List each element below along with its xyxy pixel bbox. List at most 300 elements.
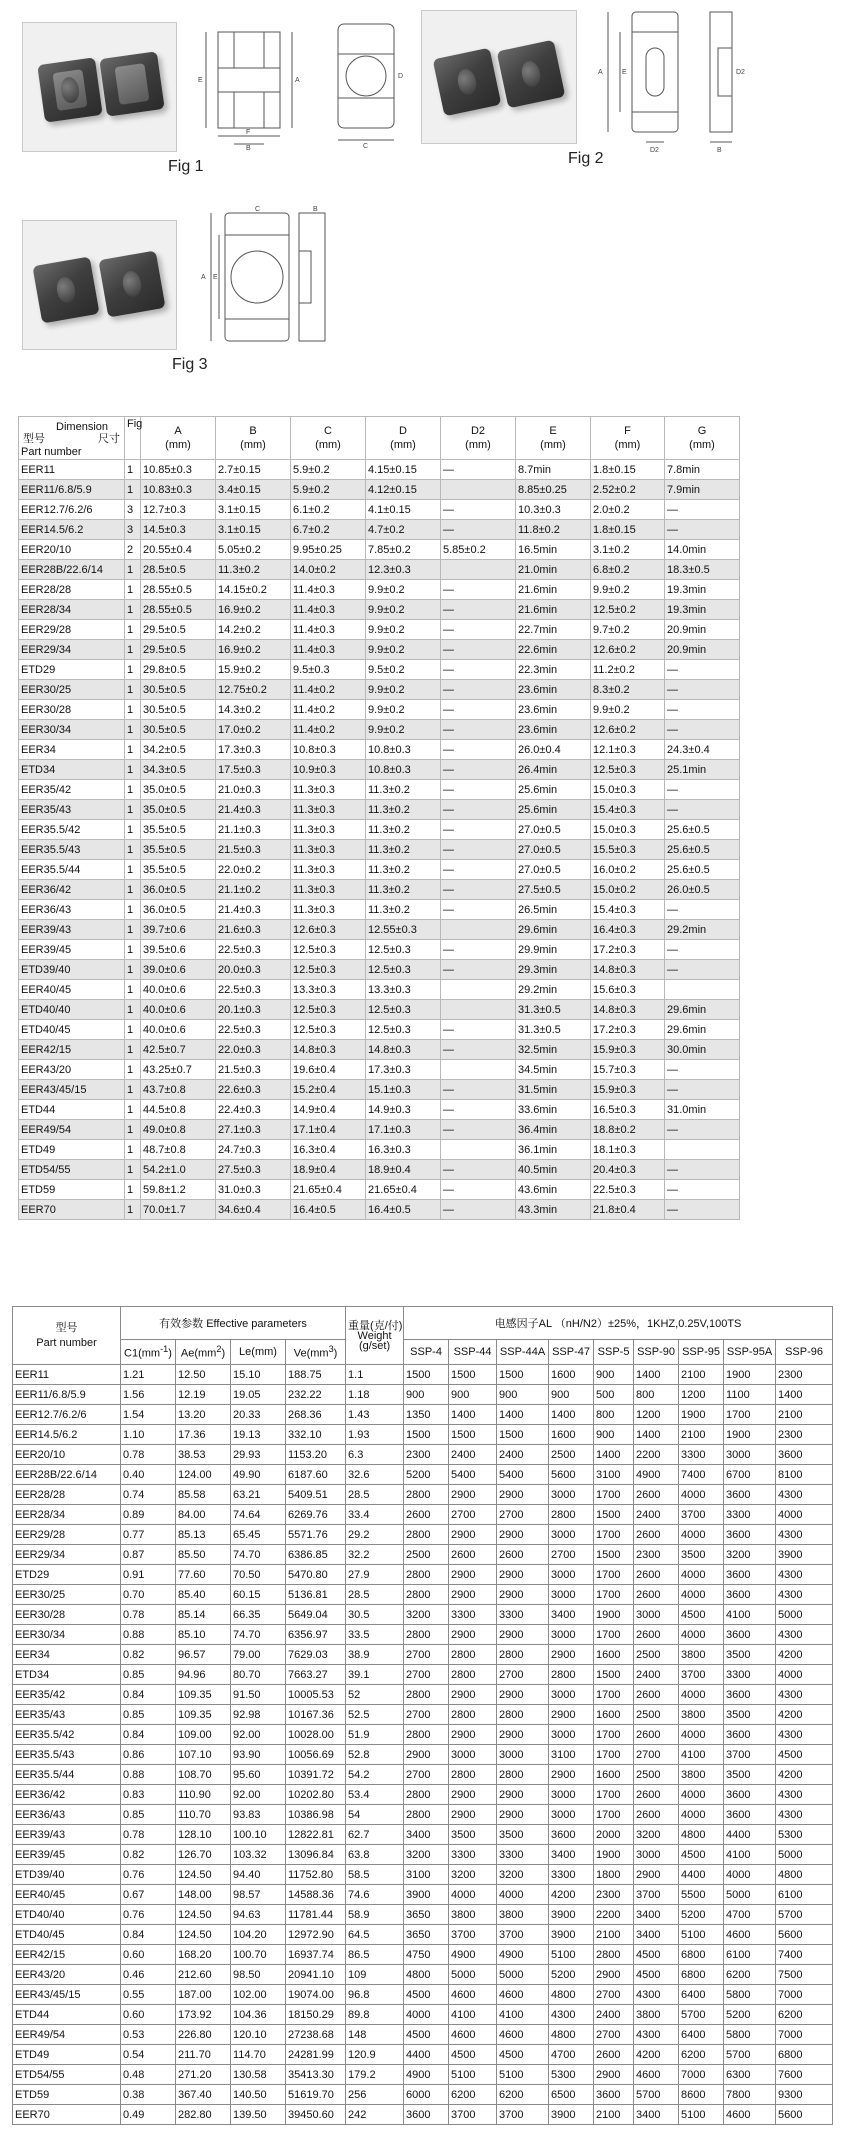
table-cell: 16.4±0.5 — [366, 1200, 441, 1220]
table-cell: 4000 — [497, 1885, 549, 1905]
table-cell: 74.70 — [231, 1545, 286, 1565]
table-cell: — — [441, 860, 516, 880]
table-cell: 80.70 — [231, 1665, 286, 1685]
table-cell: 12.6±0.2 — [591, 720, 665, 740]
table-row — [13, 1905, 833, 1925]
table-cell: 21.0min — [516, 560, 591, 580]
table-cell: 3800 — [634, 2005, 679, 2025]
table-cell: 1500 — [594, 1505, 634, 1525]
table-cell: 2500 — [549, 1445, 594, 1465]
table-cell: — — [665, 500, 740, 520]
table-cell: 0.60 — [121, 2005, 176, 2025]
table-cell: 1900 — [724, 1425, 776, 1445]
table-cell: — — [441, 720, 516, 740]
table-cell: 1 — [125, 1000, 141, 1020]
table-cell: 187.00 — [176, 1985, 231, 2005]
table-row — [13, 1725, 833, 1745]
table-cell: 11.4±0.3 — [291, 620, 366, 640]
part-number-cell: EER35.5/43 — [19, 840, 125, 860]
table-cell: 1500 — [497, 1365, 549, 1385]
table-cell: 11.3±0.2 — [366, 780, 441, 800]
table-cell: 4000 — [679, 1685, 724, 1705]
table-cell: 34.6±0.4 — [216, 1200, 291, 1220]
table-cell: 8.85±0.25 — [516, 480, 591, 500]
table-cell: 4400 — [404, 2045, 449, 2065]
table-cell: 2500 — [634, 1705, 679, 1725]
table-cell: 2600 — [449, 1545, 497, 1565]
table-cell: 2900 — [634, 1865, 679, 1885]
table-cell — [441, 920, 516, 940]
table-cell: 79.00 — [231, 1645, 286, 1665]
table-cell: 4800 — [679, 1825, 724, 1845]
table-cell: 5100 — [449, 2065, 497, 2085]
table-row — [13, 1885, 833, 1905]
weight-header: 重量(克/付) Weight (g/set) — [346, 1307, 404, 1365]
table-row — [13, 2045, 833, 2065]
table-cell: 2300 — [776, 1425, 833, 1445]
table-cell: 124.50 — [176, 1925, 231, 1945]
part-number-cell: EER29/34 — [19, 640, 125, 660]
table-row — [13, 1845, 833, 1865]
table-cell: 4200 — [549, 1885, 594, 1905]
table-cell: 2600 — [497, 1545, 549, 1565]
table-cell: 3600 — [724, 1805, 776, 1825]
table-cell: 1500 — [594, 1545, 634, 1565]
table-row — [19, 840, 740, 860]
table-cell: 4300 — [549, 2005, 594, 2025]
table-cell: 4000 — [449, 1885, 497, 1905]
table-cell: 2900 — [497, 1805, 549, 1825]
table-cell: 52.8 — [346, 1745, 404, 1765]
table-cell: 16.0±0.2 — [591, 860, 665, 880]
table-row — [19, 780, 740, 800]
table-cell: — — [441, 740, 516, 760]
table-cell: 70.0±1.7 — [141, 1200, 216, 1220]
table-row — [13, 1525, 833, 1545]
material-header-ssp-44a: SSP-44A — [497, 1340, 549, 1365]
table-cell: 3800 — [679, 1645, 724, 1665]
table-cell: 4100 — [724, 1845, 776, 1865]
part-number-cell: ETD34 — [13, 1665, 121, 1685]
dim-letter-b: B — [717, 147, 722, 154]
table-cell: 31.3±0.5 — [516, 1000, 591, 1020]
table-cell: 3.4±0.15 — [216, 480, 291, 500]
part-number-cell: EER28/34 — [13, 1505, 121, 1525]
table-cell: 8.7min — [516, 460, 591, 480]
table-cell: 11.3±0.3 — [291, 880, 366, 900]
dimension-corner-header — [19, 417, 125, 460]
table-cell: 44.5±0.8 — [141, 1100, 216, 1120]
table-cell: 11.3±0.3 — [291, 800, 366, 820]
table-cell: 2900 — [549, 1645, 594, 1665]
part-number-cell: EER30/34 — [19, 720, 125, 740]
table-cell: 36.0±0.5 — [141, 880, 216, 900]
table-cell: — — [441, 500, 516, 520]
table-cell: 19.6±0.4 — [291, 1060, 366, 1080]
table-cell: 28.5 — [346, 1485, 404, 1505]
part-number-cell: ETD54/55 — [13, 2065, 121, 2085]
table-row — [13, 1585, 833, 1605]
table-cell: 4000 — [679, 1805, 724, 1825]
table-cell: 4.7±0.2 — [366, 520, 441, 540]
dim-letter-b: B — [313, 206, 318, 213]
part-number-cell: ETD59 — [19, 1180, 125, 1200]
table-cell: 2600 — [634, 1625, 679, 1645]
table-cell: 10.8±0.3 — [366, 760, 441, 780]
table-cell: 4300 — [776, 1485, 833, 1505]
table-cell: 4300 — [776, 1625, 833, 1645]
table-cell: 1 — [125, 940, 141, 960]
dim-letter-b: B — [246, 145, 251, 152]
table-cell: 3000 — [549, 1565, 594, 1585]
table-cell: 58.9 — [346, 1905, 404, 1925]
table-cell: 1500 — [404, 1365, 449, 1385]
table-cell: 21.4±0.3 — [216, 900, 291, 920]
table-cell: 4000 — [776, 1505, 833, 1525]
table-cell: 12.6±0.3 — [291, 920, 366, 940]
dimension-table — [18, 416, 740, 1220]
table-cell: 4000 — [679, 1485, 724, 1505]
table-cell: 11781.44 — [286, 1905, 346, 1925]
table-cell: 3100 — [549, 1745, 594, 1765]
table-row — [13, 1425, 833, 1445]
table-cell: 85.50 — [176, 1545, 231, 1565]
table-row — [19, 600, 740, 620]
table-cell: 3200 — [404, 1605, 449, 1625]
table-cell: — — [665, 1060, 740, 1080]
table-cell: 29.5±0.5 — [141, 640, 216, 660]
table-cell: 6000 — [404, 2085, 449, 2105]
part-number-cell: EER35/42 — [13, 1685, 121, 1705]
table-cell: — — [441, 600, 516, 620]
table-cell: 94.96 — [176, 1665, 231, 1685]
table-cell: 3000 — [549, 1685, 594, 1705]
table-cell: 5100 — [679, 2105, 724, 2125]
table-cell: 16.9±0.2 — [216, 600, 291, 620]
table-cell: 18.1±0.3 — [591, 1140, 665, 1160]
part-number-cell: EER43/45/15 — [19, 1080, 125, 1100]
table-cell: 36.1min — [516, 1140, 591, 1160]
table-cell: 2300 — [776, 1365, 833, 1385]
table-cell: 1400 — [549, 1405, 594, 1425]
table-cell: 4500 — [404, 2025, 449, 2045]
table-cell: 1700 — [594, 1485, 634, 1505]
part-number-cell: EER30/34 — [13, 1625, 121, 1645]
table-cell: 4300 — [634, 1985, 679, 2005]
table-cell: 0.88 — [121, 1765, 176, 1785]
table-cell: 4800 — [776, 1865, 833, 1885]
table-cell: 3900 — [549, 1925, 594, 1945]
table-cell: 1 — [125, 560, 141, 580]
part-number-cell: EER30/25 — [13, 1585, 121, 1605]
table-cell: 12.5±0.3 — [366, 1000, 441, 1020]
table-cell: 6.1±0.2 — [291, 500, 366, 520]
table-row — [19, 1140, 740, 1160]
table-cell: 148 — [346, 2025, 404, 2045]
table-row — [19, 760, 740, 780]
table-cell: 3700 — [679, 1665, 724, 1685]
table-cell: 16.3±0.4 — [291, 1140, 366, 1160]
table-cell: 3500 — [724, 1705, 776, 1725]
table-cell: 12972.90 — [286, 1925, 346, 1945]
part-number-cell: EER30/28 — [19, 700, 125, 720]
part-number-cell: ETD40/40 — [19, 1000, 125, 1020]
core-piece-right — [497, 40, 566, 109]
table-cell: 4100 — [449, 2005, 497, 2025]
core-piece-left — [433, 48, 502, 117]
table-cell: 0.86 — [121, 1745, 176, 1765]
table-cell: 38.53 — [176, 1445, 231, 1465]
table-cell: 4000 — [679, 1565, 724, 1585]
table-cell — [441, 480, 516, 500]
table-cell: 28.5±0.5 — [141, 560, 216, 580]
table-cell: 48.7±0.8 — [141, 1140, 216, 1160]
table-cell: 1400 — [497, 1405, 549, 1425]
table-cell: 3400 — [404, 1825, 449, 1845]
table-cell: 5000 — [724, 1885, 776, 1905]
table-cell: 1.18 — [346, 1385, 404, 1405]
part-number-cell: EER28/28 — [13, 1485, 121, 1505]
table-cell: 3000 — [549, 1805, 594, 1825]
table-cell: 21.6min — [516, 580, 591, 600]
table-cell: 12.19 — [176, 1385, 231, 1405]
table-cell: 12.5±0.2 — [591, 600, 665, 620]
table-cell: 34.5min — [516, 1060, 591, 1080]
table-cell: 900 — [594, 1365, 634, 1385]
table-cell: 27.0±0.5 — [516, 860, 591, 880]
table-cell: 1 — [125, 860, 141, 880]
table-row — [13, 1465, 833, 1485]
table-cell: 12.5±0.3 — [366, 1020, 441, 1040]
table-row — [19, 640, 740, 660]
table-cell: 1 — [125, 1100, 141, 1120]
part-number-cell: EER11/6.8/5.9 — [13, 1385, 121, 1405]
table-cell: 74.70 — [231, 1625, 286, 1645]
table-cell: 1 — [125, 1080, 141, 1100]
part-number-header: 型号 Part number — [13, 1307, 121, 1365]
table-cell: 1500 — [594, 1665, 634, 1685]
table-cell: 2600 — [594, 2045, 634, 2065]
table-cell: 40.5min — [516, 1160, 591, 1180]
table-cell: 2600 — [634, 1585, 679, 1605]
table-cell: 109.35 — [176, 1685, 231, 1705]
table-cell: 35.5±0.5 — [141, 820, 216, 840]
table-cell: 2900 — [549, 1705, 594, 1725]
table-cell: 1 — [125, 660, 141, 680]
table-cell: 0.49 — [121, 2105, 176, 2125]
table-row — [19, 740, 740, 760]
table-cell: 2900 — [449, 1725, 497, 1745]
table-cell: 4300 — [776, 1565, 833, 1585]
table-cell: 1350 — [404, 1405, 449, 1425]
table-cell: 2800 — [404, 1725, 449, 1745]
table-cell: 5200 — [679, 1905, 724, 1925]
table-cell: 4600 — [449, 1985, 497, 2005]
table-cell: 3 — [125, 500, 141, 520]
table-cell: 22.5±0.3 — [216, 940, 291, 960]
table-cell: 2900 — [549, 1765, 594, 1785]
table-cell: 21.1±0.3 — [216, 820, 291, 840]
table-cell: 10028.00 — [286, 1725, 346, 1745]
material-header-ssp-96: SSP-96 — [776, 1340, 833, 1365]
table-cell: 110.70 — [176, 1805, 231, 1825]
part-number-cell: ETD39/40 — [13, 1865, 121, 1885]
table-row — [13, 1745, 833, 1765]
table-cell: 11.3±0.2 — [366, 840, 441, 860]
table-cell: 1 — [125, 700, 141, 720]
table-cell: 9.9±0.2 — [366, 720, 441, 740]
table-cell: — — [441, 680, 516, 700]
table-cell: 23.6min — [516, 680, 591, 700]
table-cell: 2800 — [449, 1765, 497, 1785]
table-cell: 12.3±0.3 — [366, 560, 441, 580]
table-cell: — — [441, 1100, 516, 1120]
part-number-cell: ETD40/45 — [13, 1925, 121, 1945]
table-cell: 20.9min — [665, 640, 740, 660]
table-cell: 7.8min — [665, 460, 740, 480]
table-cell: 30.5±0.5 — [141, 720, 216, 740]
table-cell: — — [441, 700, 516, 720]
table-cell: 3600 — [549, 1825, 594, 1845]
table-cell: 19.13 — [231, 1425, 286, 1445]
table-cell: 4000 — [679, 1525, 724, 1545]
table-cell: 15.9±0.3 — [591, 1080, 665, 1100]
table-cell: 4000 — [404, 2005, 449, 2025]
table-cell: 15.1±0.3 — [366, 1080, 441, 1100]
table-cell: 2900 — [594, 2065, 634, 2085]
table-cell: 5200 — [724, 2005, 776, 2025]
table-cell: — — [665, 1120, 740, 1140]
table-cell: 4300 — [776, 1585, 833, 1605]
table-cell: 58.5 — [346, 1865, 404, 1885]
table-cell: 6200 — [679, 2045, 724, 2065]
table-cell: 40.0±0.6 — [141, 1020, 216, 1040]
table-cell: 800 — [594, 1405, 634, 1425]
table-cell: 1200 — [634, 1405, 679, 1425]
table-cell: 1 — [125, 1160, 141, 1180]
table-cell: 4500 — [679, 1845, 724, 1865]
table-cell: 3000 — [549, 1525, 594, 1545]
table-cell: 5800 — [724, 1985, 776, 2005]
table-cell: 103.32 — [231, 1845, 286, 1865]
table-cell: 900 — [497, 1385, 549, 1405]
table-cell: 2100 — [776, 1405, 833, 1425]
table-cell: 35413.30 — [286, 2065, 346, 2085]
table-cell: 7000 — [776, 1985, 833, 2005]
table-cell: 2900 — [449, 1485, 497, 1505]
part-number-cell: EER35.5/43 — [13, 1745, 121, 1765]
table-cell: 0.60 — [121, 1945, 176, 1965]
table-cell: 1.93 — [346, 1425, 404, 1445]
table-cell: 6200 — [776, 2005, 833, 2025]
table-cell: 109 — [346, 1965, 404, 1985]
table-cell: 16.4±0.3 — [591, 920, 665, 940]
table-cell: 14.8±0.3 — [366, 1040, 441, 1060]
table-cell: — — [441, 580, 516, 600]
table-cell: 1400 — [776, 1385, 833, 1405]
table-cell: 85.14 — [176, 1605, 231, 1625]
table-cell: 11.3±0.2 — [366, 800, 441, 820]
table-cell: 36.4min — [516, 1120, 591, 1140]
table-cell: 22.0±0.3 — [216, 1040, 291, 1060]
table-row — [19, 1200, 740, 1220]
table-cell: 3300 — [724, 1665, 776, 1685]
table-cell: 1 — [125, 840, 141, 860]
part-number-cell: EER42/15 — [13, 1945, 121, 1965]
table-cell: 5000 — [776, 1605, 833, 1625]
table-cell: 21.0±0.3 — [216, 780, 291, 800]
table-cell: 85.10 — [176, 1625, 231, 1645]
dim-letter-c: C — [363, 143, 369, 150]
dim-letter-a: A — [201, 274, 206, 281]
table-cell: 52 — [346, 1685, 404, 1705]
table-cell: 35.0±0.5 — [141, 780, 216, 800]
table-cell: 2400 — [594, 2005, 634, 2025]
table-cell: 15.2±0.4 — [291, 1080, 366, 1100]
table-cell: 59.8±1.2 — [141, 1180, 216, 1200]
table-cell: 15.7±0.3 — [591, 1060, 665, 1080]
table-cell: 20.1±0.3 — [216, 1000, 291, 1020]
table-cell: 242 — [346, 2105, 404, 2125]
table-cell: 4000 — [679, 1785, 724, 1805]
table-cell: 7400 — [776, 1945, 833, 1965]
type-cn-label: 型号 — [23, 433, 45, 445]
table-cell: 1700 — [594, 1685, 634, 1705]
table-cell: — — [665, 520, 740, 540]
table-cell: 900 — [594, 1425, 634, 1445]
table-row — [19, 1000, 740, 1020]
table-cell: 49.0±0.8 — [141, 1120, 216, 1140]
table-cell: 1 — [125, 1200, 141, 1220]
table-cell: 11.4±0.3 — [291, 580, 366, 600]
table-cell: 1 — [125, 1020, 141, 1040]
table-cell: 8600 — [679, 2085, 724, 2105]
table-cell: 2.0±0.2 — [591, 500, 665, 520]
table-cell: 5600 — [776, 1925, 833, 1945]
table-cell: 10386.98 — [286, 1805, 346, 1825]
table-cell: 31.0±0.3 — [216, 1180, 291, 1200]
table-cell: 3700 — [497, 2105, 549, 2125]
table-cell: 1600 — [594, 1705, 634, 1725]
part-number-cell: EER43/45/15 — [13, 1985, 121, 2005]
table-cell: 29.9min — [516, 940, 591, 960]
table-cell: 1700 — [594, 1785, 634, 1805]
table-row — [19, 620, 740, 640]
table-cell: 5700 — [724, 2045, 776, 2065]
table-cell: 6200 — [449, 2085, 497, 2105]
table-cell: 17.2±0.3 — [591, 1020, 665, 1040]
table-cell: 89.8 — [346, 2005, 404, 2025]
table-cell: 19074.00 — [286, 1985, 346, 2005]
table-cell: 4400 — [679, 1865, 724, 1885]
table-cell: 3900 — [404, 1885, 449, 1905]
table-cell: 1 — [125, 800, 141, 820]
table-cell: 126.70 — [176, 1845, 231, 1865]
table-cell: — — [441, 1180, 516, 1200]
core-piece-left — [37, 57, 103, 123]
table-cell: 12.5±0.3 — [591, 760, 665, 780]
table-cell: 2800 — [404, 1525, 449, 1545]
table-cell: 2300 — [404, 1445, 449, 1465]
col-header-a: A (mm) — [141, 417, 216, 460]
table-cell: 3700 — [679, 1505, 724, 1525]
table-cell: 2600 — [634, 1685, 679, 1705]
table-cell: 2900 — [497, 1785, 549, 1805]
table-cell: 367.40 — [176, 2085, 231, 2105]
table-cell: 54.2±1.0 — [141, 1160, 216, 1180]
table-cell: 0.53 — [121, 2025, 176, 2045]
table-cell: 1.8±0.15 — [591, 460, 665, 480]
